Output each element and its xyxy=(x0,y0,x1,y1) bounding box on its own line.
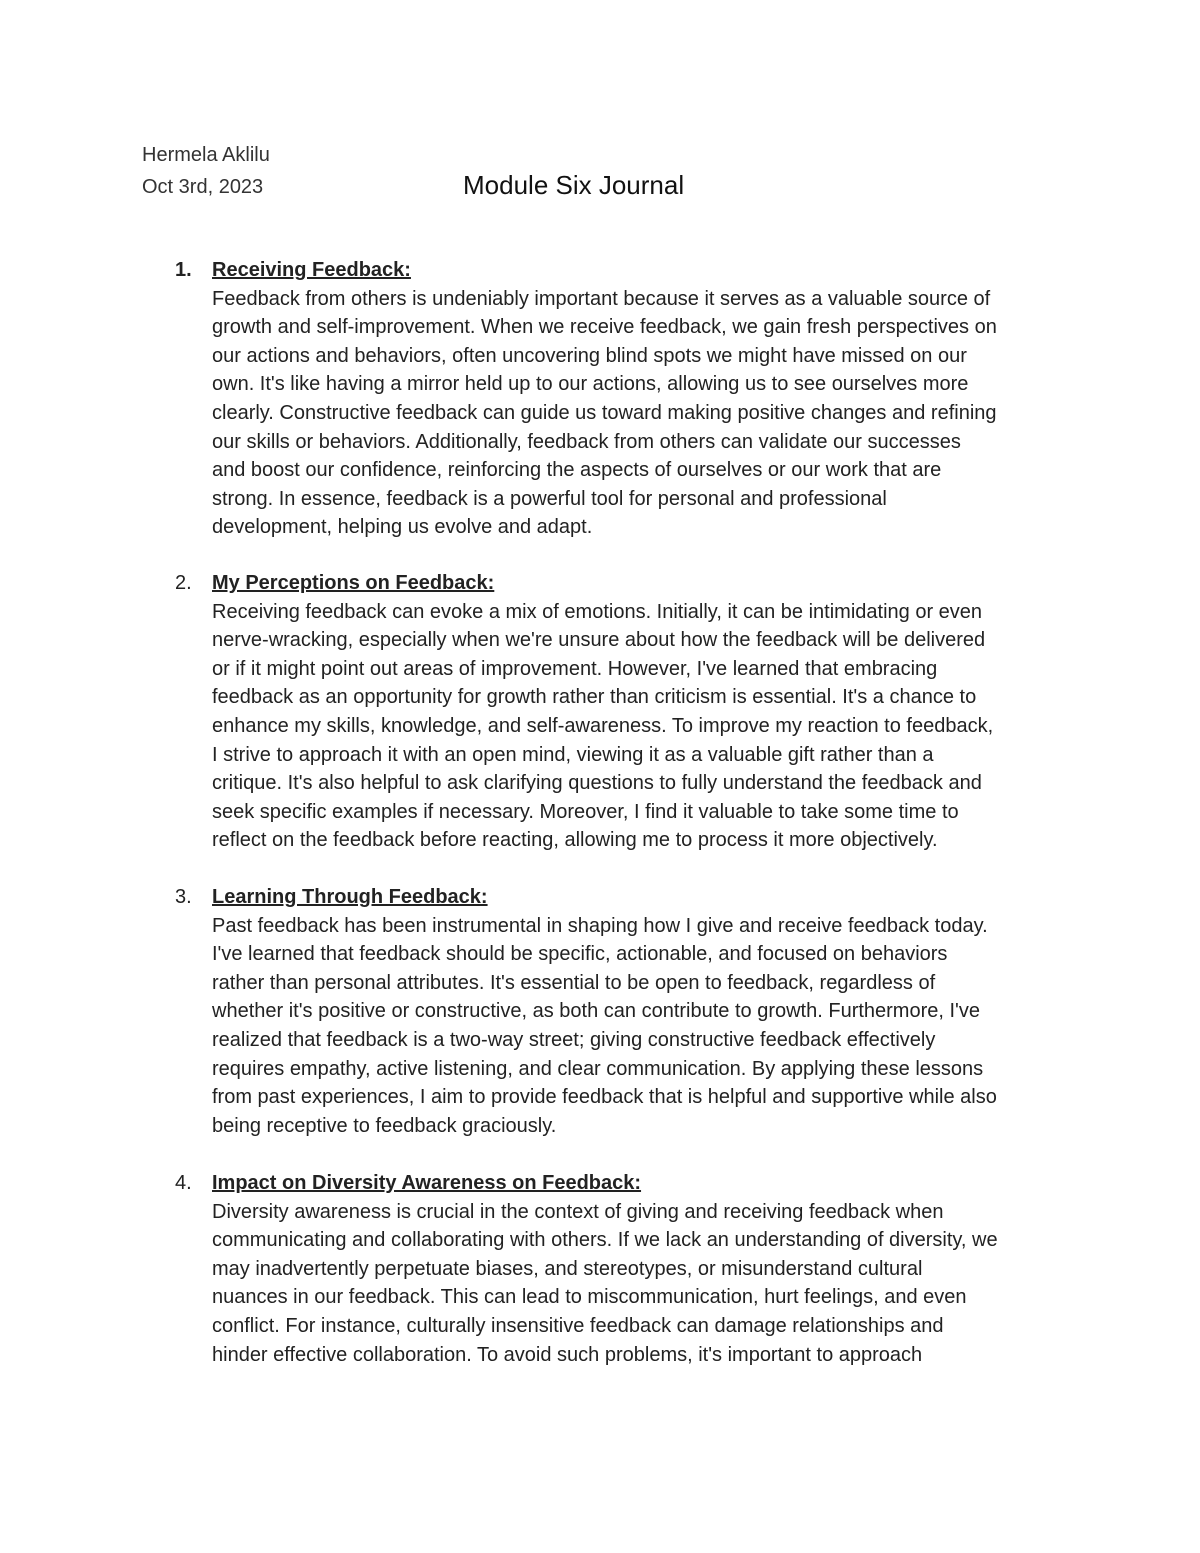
body-line: own. It's like having a mirror held up to our actions, allowing us to see ourselves more xyxy=(212,373,969,396)
body-line: development, helping us evolve and adapt. xyxy=(212,516,593,539)
body-line: our actions and behaviors, often uncovering blind spots we might have missed on our xyxy=(212,344,967,367)
section-number: 3. xyxy=(175,886,192,908)
body-line: requires empathy, active listening, and clear communication. By applying these lessons xyxy=(212,1057,984,1080)
section-body xyxy=(212,912,1072,1141)
section-body xyxy=(212,285,1072,542)
section-heading: Learning Through Feedback: xyxy=(212,886,488,908)
document-date: Oct 3rd, 2023 xyxy=(142,176,264,198)
body-line: I strive to approach it with an open mind, viewing it as a valuable gift rather than a xyxy=(212,743,934,766)
body-line: hinder effective collaboration. To avoid such problems, it's important to approach xyxy=(212,1343,923,1366)
body-line: nerve-wracking, especially when we're unsure about how the feedback will be delivered xyxy=(212,629,986,652)
body-line: critique. It's also helpful to ask clarifying questions to fully understand the feedback and xyxy=(212,772,982,795)
section-number: 2. xyxy=(175,572,192,594)
page-title: Module Six Journal xyxy=(463,170,685,200)
body-line: Receiving feedback can evoke a mix of emotions. Initially, it can be intimidating or even xyxy=(212,600,983,623)
body-line: nuances in our feedback. This can lead to miscommunication, hurt feelings, and even xyxy=(212,1286,967,1309)
section-body xyxy=(212,598,1072,855)
body-line: feedback as an opportunity for growth rather than criticism is essential. It's a chance to xyxy=(212,686,977,709)
body-line: realized that feedback is a two-way street; giving constructive feedback effectively xyxy=(212,1028,936,1051)
body-line: seek specific examples if necessary. Moreover, I find it valuable to take some time to xyxy=(212,800,959,823)
body-line: Diversity awareness is crucial in the context of giving and receiving feedback when xyxy=(212,1200,944,1223)
body-line: clearly. Constructive feedback can guide us toward making positive changes and refining xyxy=(212,401,997,424)
section-number: 4. xyxy=(175,1172,192,1194)
body-line: or if it might point out areas of improvement. However, I've learned that embracing xyxy=(212,657,938,680)
body-line: enhance my skills, knowledge, and self-awareness. To improve my reaction to feedback, xyxy=(212,714,994,737)
section-heading: My Perceptions on Feedback: xyxy=(212,572,495,594)
body-line: Feedback from others is undeniably important because it serves as a valuable source of xyxy=(212,287,991,310)
body-line: growth and self-improvement. When we receive feedback, we gain fresh perspectives on xyxy=(212,316,997,339)
author-name: Hermela Aklilu xyxy=(142,144,270,166)
body-line: and boost our confidence, reinforcing the aspects of ourselves or our work that are xyxy=(212,459,942,482)
body-line: communicating and collaborating with others. If we lack an understanding of diversity, we xyxy=(212,1229,998,1252)
body-line: strong. In essence, feedback is a powerful tool for personal and professional xyxy=(212,487,887,510)
body-line: reflect on the feedback before reacting, allowing me to process it more objectively. xyxy=(212,829,938,852)
body-line: I've learned that feedback should be specific, actionable, and focused on behaviors xyxy=(212,943,948,966)
section-heading: Impact on Diversity Awareness on Feedback: xyxy=(212,1172,642,1194)
section-body xyxy=(212,1198,1072,1370)
body-line: our skills or behaviors. Additionally, feedback from others can validate our successes xyxy=(212,430,961,453)
body-line: conflict. For instance, culturally insensitive feedback can damage relationships and xyxy=(212,1314,944,1337)
body-line: may inadvertently perpetuate biases, and stereotypes, or misunderstand cultural xyxy=(212,1257,923,1280)
body-line: Past feedback has been instrumental in shaping how I give and receive feedback today. xyxy=(212,914,988,937)
body-line: being receptive to feedback graciously. xyxy=(212,1114,557,1137)
body-line: rather than personal attributes. It's essential to be open to feedback, regardless of xyxy=(212,971,936,994)
section-heading: Receiving Feedback: xyxy=(212,259,411,281)
body-line: whether it's positive or constructive, as both can contribute to growth. Furthermore, I've xyxy=(212,1000,980,1023)
section-number: 1. xyxy=(175,259,192,281)
body-line: from past experiences, I aim to provide feedback that is helpful and supportive while also xyxy=(212,1086,997,1109)
